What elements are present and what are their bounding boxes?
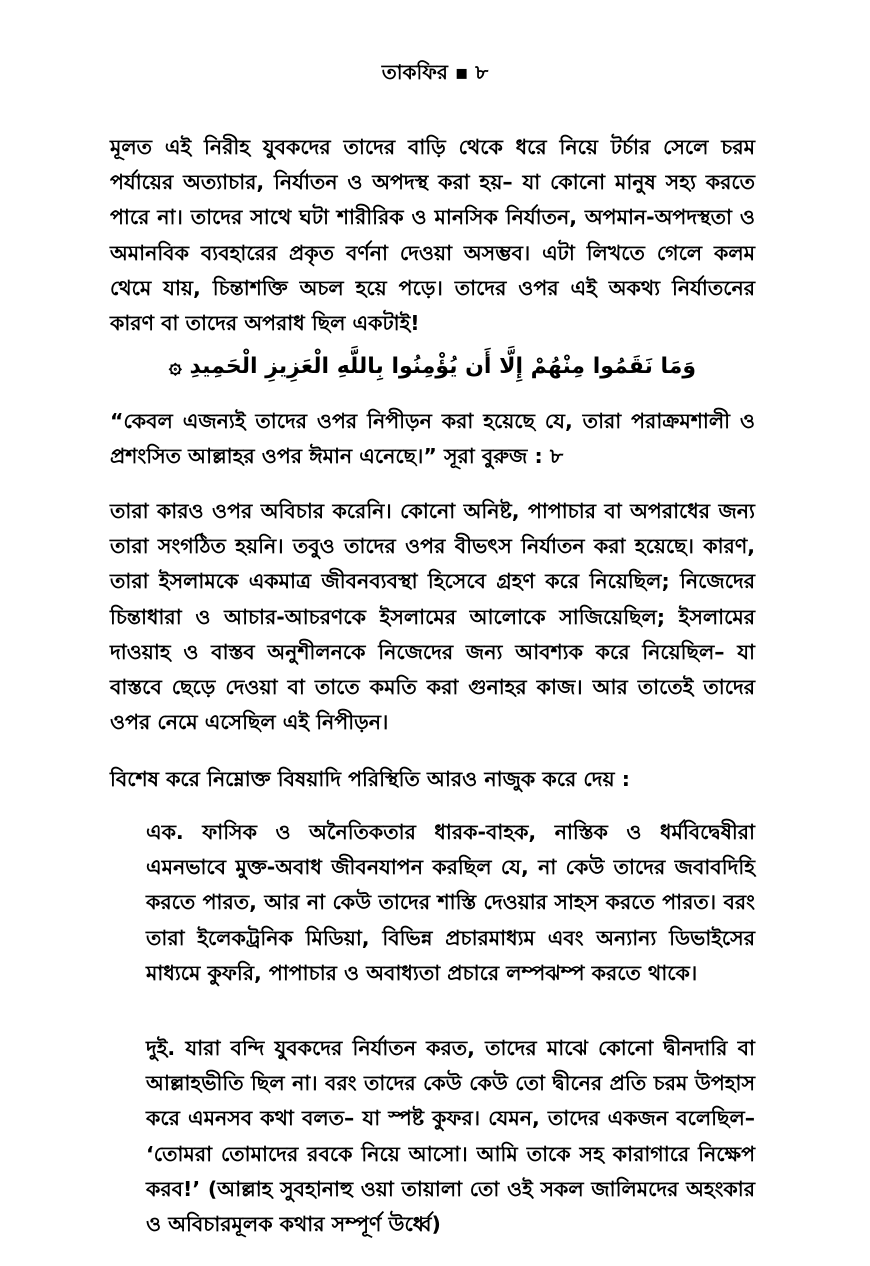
point-two [146,1031,755,1242]
point-one-lead: এক. [146,820,184,844]
paragraph-intro: মূলত এই নিরীহ যুবকদের তাদের বাড়ি থেকে ধরে নিয়ে টর্চার সেলে চরম পর্যায়ের অত্যাচার, নির্যাতন ও অপদস্থ করা হয়– যা কোনো মানুষ সহ্য করতে পারে না। তাদের সাথে ঘটা শারীরিক ও মানসিক নির্যাতন, অপমান-অপদস্থতা ও অমানবিক ব্যবহারের প্রকৃত বর্ণনা দেওয়া অসম্ভব। এটা লিখতে গেলে কলম থেমে যায়, চিন্তাশক্তি অচল হয়ে পড়ে। তাদের ওপর এই অকথ্য নির্যাতনের কারণ বা তাদের অপরাধ ছিল একটাই! [110,135,755,336]
point-two-text: যারা বন্দি যুবকদের নির্যাতন করত, তাদের মাঝে কোনো দ্বীনদারি বা আল্লাহভীতি ছিল না। বরং তাদের কেউ কেউ তো দ্বীনের প্রতি চরম উপহাস করে এমনসব কথা বলত– যা স্পষ্ট কুফর। যেমন, তাদের একজন বলেছিল– ‘তোমরা তোমাদের রবকে নিয়ে আসো। আমি তাকে সহ কারাগারে নিক্ষেপ করব!’ (আল্লাহ সুবহানাহু ওয়া তায়ালা তো ওই সকল জালিমদের অহংকার ও অবিচারমূলক কথার সম্পূর্ণ উর্ধ্বে) [146,1036,755,1237]
verse-translation: “কেবল এজন্যই তাদের ওপর নিপীড়ন করা হয়েছে যে, তারা পরাক্রমশালী ও প্রশংসিত আল্লাহর ওপর ঈমান এনেছে।” সূরা বুরুজ : ৮ [110,409,755,469]
arabic-verse: وَمَا نَقَمُوا مِنْهُمْ إِلَّا أَن يُؤْمِنُوا بِاللَّهِ الْعَزِيزِ الْحَمِيدِ ۞ [168,354,697,379]
points-intro: বিশেষ করে নিম্নোক্ত বিষয়াদি পরিস্থিতি আরও নাজুক করে দেয় : [110,767,630,791]
point-one [146,815,755,991]
point-one-text: ফাসিক ও অনৈতিকতার ধারক-বাহক, নাস্তিক ও ধর্মবিদ্বেষীরা এমনভাবে মুক্ত-অবাধ জীবনযাপন করছিল যে, না কেউ তাদের জবাবদিহি করতে পারত, আর না কেউ তাদের শাস্তি দেওয়ার সাহস করতে পারত। বরং তারা ইলেকট্রনিক মিডিয়া, বিভিন্ন প্রচারমাধ্যম এবং অন্যান্য ডিভাইসের মাধ্যমে কুফরি, পাপাচার ও অবাধ্যতা প্রচারে লম্পঝম্প করতে থাকে। [146,820,755,985]
paragraph-reason: তারা কারও ওপর অবিচার করেনি। কোনো অনিষ্ট, পাপাচার বা অপরাধের জন্য তারা সংগঠিত হয়নি। তবুও তাদের ওপর বীভৎস নির্যাতন করা হয়েছে। কারণ, তারা ইসলামকে একমাত্র জীবনব্যবস্থা হিসেবে গ্রহণ করে নিয়েছিল; নিজেদের চিন্তাধারা ও আচার-আচরণকে ইসলামের আলোকে সাজিয়েছিল; ইসলামের দাওয়াহ ও বাস্তব অনুশীলনকে নিজেদের জন্য আবশ্যক করে নিয়েছিল– যা বাস্তবে ছেড়ে দেওয়া বা তাতে কমতি করা গুনাহর কাজ। আর তাতেই তাদের ওপর নেমে এসেছিল এই নিপীড়ন। [110,499,755,735]
page-header: তাকফির ▪ ৮ [381,60,489,84]
point-two-lead: দুই. [146,1036,176,1060]
